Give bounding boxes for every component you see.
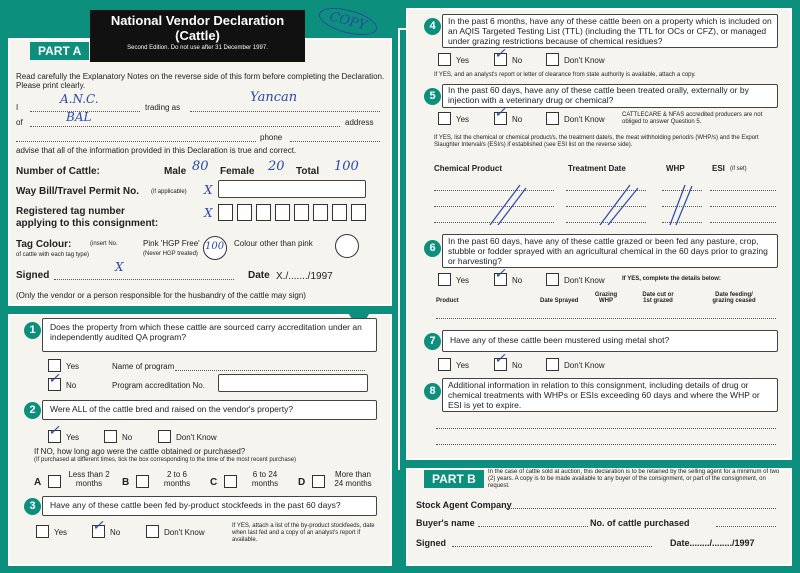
q3-no-label: No bbox=[110, 528, 121, 537]
q6-ifyes-text: If YES, complete the details below: bbox=[622, 276, 721, 282]
part-b-signed-line[interactable] bbox=[452, 546, 652, 547]
form-edition: Second Edition. Do not use after 31 December 1997. bbox=[127, 45, 268, 51]
form-subtitle: (Cattle) bbox=[175, 28, 220, 43]
q3-dk-label: Don't Know bbox=[164, 528, 205, 537]
tagcolour-note-1: (insert No. bbox=[90, 241, 118, 247]
intro-text: Read carefully the Explanatory Notes on the reverse side of this form before completing the Declaration. Please print clearly. bbox=[16, 72, 385, 91]
form-title: National Vendor Declaration bbox=[110, 13, 285, 28]
of-label: of bbox=[16, 118, 23, 127]
q8-number: 8 bbox=[424, 383, 441, 400]
tag-number-box[interactable] bbox=[332, 204, 347, 221]
q2-option-checkbox[interactable] bbox=[48, 475, 61, 488]
q2-option-label: More than 24 months bbox=[334, 470, 372, 489]
waybill-note: (if applicable) bbox=[151, 189, 187, 195]
cattle-purchased-line[interactable] bbox=[716, 526, 776, 527]
male-value: 80 bbox=[192, 159, 209, 174]
q6-dk-checkbox[interactable] bbox=[546, 273, 559, 286]
tag-number-box[interactable] bbox=[237, 204, 252, 221]
phone-label: phone bbox=[260, 133, 283, 142]
q6-text: In the past 60 days, have any of these cattle grazed or been fed any pasture, crop, stubble or fodder sprayed with an agricultural chemical in the 60 days prior to grazing or harvesting? bbox=[448, 236, 768, 266]
q7-dk-checkbox[interactable] bbox=[546, 358, 559, 371]
q1-program-name-line bbox=[175, 370, 365, 371]
q4-dk-checkbox[interactable] bbox=[546, 53, 559, 66]
q3-yes-label: Yes bbox=[54, 528, 68, 537]
i-label: I bbox=[16, 103, 19, 112]
tag-mark: X bbox=[204, 206, 213, 220]
waybill-field[interactable] bbox=[218, 180, 366, 198]
q1-number: 1 bbox=[24, 322, 41, 339]
tagcolour-note-2: of cattle with each tag type) bbox=[16, 252, 90, 258]
q1-text: Does the property from which these cattle are sourced carry accreditation under an independently audited QA program? bbox=[50, 322, 362, 342]
q1-program-no-label: Program accreditation No. bbox=[112, 381, 205, 390]
q3-ifyes-text: If YES, attach a list of the by-product stockfeeds, date when last fed and a copy of an analyst's report if available. bbox=[232, 523, 375, 543]
q7-no-label: No bbox=[512, 361, 523, 370]
buyer-line[interactable] bbox=[478, 526, 588, 527]
pink-value: 100 bbox=[205, 241, 225, 252]
date-label: Date bbox=[248, 270, 270, 281]
number-label: Number of Cattle: bbox=[16, 166, 100, 177]
tag-label-2: applying to this consignment: bbox=[16, 218, 159, 229]
date-value: X./......./1997 bbox=[276, 271, 333, 282]
q4-yes-label: Yes bbox=[456, 56, 470, 65]
tag-number-box[interactable] bbox=[351, 204, 366, 221]
copy-stamp: COPY bbox=[316, 3, 380, 41]
q4-yes-checkbox[interactable] bbox=[438, 53, 451, 66]
pink-label: Pink 'HGP Free' bbox=[143, 239, 200, 248]
buyer-label: Buyer's name bbox=[416, 518, 475, 528]
q2-option-label: Less than 2 months bbox=[68, 470, 110, 489]
q2-option-key: D bbox=[298, 477, 306, 488]
q2-ifno-note: (If purchased at different times, tick the box corresponding to the time of the most recent purchase) bbox=[34, 457, 297, 463]
q2-number: 2 bbox=[24, 402, 41, 419]
q5-table-line[interactable] bbox=[710, 190, 776, 191]
q1-no-label: No bbox=[66, 381, 77, 390]
q8-line-1[interactable] bbox=[436, 428, 776, 429]
address-label: address bbox=[345, 118, 374, 127]
q6-col-product: Product bbox=[436, 298, 459, 304]
q2-no-checkbox[interactable] bbox=[104, 430, 117, 443]
tag-number-box[interactable] bbox=[313, 204, 328, 221]
signed-line bbox=[54, 279, 234, 280]
tag-number-box[interactable] bbox=[256, 204, 271, 221]
signed-mark: X bbox=[115, 260, 124, 274]
q1-yes-label: Yes bbox=[66, 362, 80, 371]
q7-yes-checkbox[interactable] bbox=[438, 358, 451, 371]
q6-dk-label: Don't Know bbox=[564, 276, 605, 285]
q5-strike-marks bbox=[470, 180, 710, 230]
cattle-purchased-label: No. of cattle purchased bbox=[590, 518, 690, 528]
trading-line bbox=[190, 111, 380, 112]
q5-yes-label: Yes bbox=[456, 115, 470, 124]
of-value: BAL bbox=[66, 110, 92, 124]
q2-option-key: C bbox=[210, 477, 218, 488]
q5-text: In the past 60 days, have any of these cattle been treated orally, externally or by injection with a veterinary drug or chemical? bbox=[448, 85, 749, 105]
q5-dk-label: Don't Know bbox=[564, 115, 605, 124]
stock-agent-label: Stock Agent Company bbox=[416, 500, 512, 510]
part-b-signed-label: Signed bbox=[416, 538, 447, 548]
header-block bbox=[90, 10, 305, 62]
q4-no-label: No bbox=[512, 56, 523, 65]
q5-ifyes-text: If YES, list the chemical or chemical product/s, the treatment date/s, the meat withholding period/s (WHP/s) and the Export Slaughter Interval/s (ESI/s) if established (see ESI list on the reverse side). bbox=[434, 135, 759, 148]
tag-number-box[interactable] bbox=[275, 204, 290, 221]
trading-label: trading as bbox=[145, 103, 181, 112]
q1-program-no-field[interactable] bbox=[218, 374, 368, 392]
q3-no-tick-icon: ✓ bbox=[92, 517, 104, 533]
q6-col-cut: Date cut or 1st grazed bbox=[642, 292, 674, 304]
part-b-note: In the case of cattle sold at auction, this declaration is to be retained by the selling agent for a minimum of two (2) years. A copy is to be made available to any buyer of the consignment, or part of the consignment, on request. bbox=[488, 469, 780, 489]
total-value: 100 bbox=[334, 159, 359, 174]
q2-ifno-text: If NO, how long ago were the cattle obtained or purchased? bbox=[34, 447, 246, 456]
address-line-2 bbox=[16, 141, 256, 142]
q6-no-tick-icon: ✓ bbox=[494, 265, 506, 281]
q6-yes-label: Yes bbox=[456, 276, 470, 285]
pink-note: (Never HGP treated) bbox=[143, 251, 198, 257]
q1-program-name-label: Name of program bbox=[112, 362, 175, 371]
of-line bbox=[30, 126, 340, 127]
q2-option-key: B bbox=[122, 477, 130, 488]
q2-yes-tick-icon: ✓ bbox=[48, 422, 60, 438]
q3-dk-checkbox[interactable] bbox=[146, 525, 159, 538]
q7-yes-label: Yes bbox=[456, 361, 470, 370]
q2-option-label: 2 to 6 months bbox=[163, 470, 191, 489]
q2-option-label: 6 to 24 months bbox=[251, 470, 279, 489]
q2-dk-checkbox[interactable] bbox=[158, 430, 171, 443]
signed-label: Signed bbox=[16, 270, 50, 281]
q2-dk-label: Don't Know bbox=[176, 433, 217, 442]
q2-yes-label: Yes bbox=[66, 433, 80, 442]
waybill-label: Way Bill/Travel Permit No. bbox=[16, 186, 140, 197]
q7-no-tick-icon: ✓ bbox=[494, 350, 506, 366]
tagcolour-label: Tag Colour: bbox=[16, 239, 72, 250]
q6-number: 6 bbox=[424, 240, 441, 257]
q6-no-label: No bbox=[512, 276, 523, 285]
signer-note: (Only the vendor or a person responsible for the husbandry of the cattle may sign) bbox=[16, 291, 306, 300]
connector-line bbox=[398, 30, 400, 470]
q5-col-chemical: Chemical Product bbox=[434, 164, 503, 173]
q7-dk-label: Don't Know bbox=[564, 361, 605, 370]
waybill-mark: X bbox=[204, 183, 213, 197]
q5-table-line[interactable] bbox=[710, 222, 776, 223]
q5-col-date: Treatment Date bbox=[568, 164, 626, 173]
q5-dk-checkbox[interactable] bbox=[546, 112, 559, 125]
q4-dk-label: Don't Know bbox=[564, 56, 605, 65]
stock-agent-line[interactable] bbox=[506, 508, 776, 509]
q3-yes-checkbox[interactable] bbox=[36, 525, 49, 538]
q6-col-sprayed: Date Sprayed bbox=[540, 298, 579, 304]
other-colour-circle[interactable] bbox=[335, 234, 359, 258]
name-value: A.N.C. bbox=[60, 92, 99, 106]
q5-cattlecare-note: CATTLECARE & NFAS accredited producers are not obliged to answer Question 5. bbox=[622, 112, 763, 125]
q5-number: 5 bbox=[424, 88, 441, 105]
q4-ifyes-text: If YES, and an analyst's report or letter of clearance from state authority is available, attach a copy. bbox=[434, 72, 696, 78]
q2-option-checkbox[interactable] bbox=[224, 475, 237, 488]
q6-col-whp: Grazing WHP bbox=[594, 292, 618, 304]
q5-col-whp: WHP bbox=[666, 164, 685, 173]
part-b-label: PART B bbox=[424, 470, 484, 488]
q4-no-tick-icon: ✓ bbox=[494, 45, 506, 61]
female-label: Female bbox=[220, 166, 255, 177]
female-value: 20 bbox=[268, 159, 285, 174]
advise-text: advise that all of the information provided in this Declaration is true and correct. bbox=[16, 146, 297, 155]
q6-line[interactable] bbox=[436, 318, 776, 319]
q2-option-key: A bbox=[34, 477, 42, 488]
q7-number: 7 bbox=[424, 333, 441, 350]
total-label: Total bbox=[296, 166, 320, 177]
q2-text: Were ALL of the cattle bred and raised on the vendor's property? bbox=[50, 404, 294, 414]
q5-no-label: No bbox=[512, 115, 523, 124]
q1-no-tick-icon: ✓ bbox=[48, 370, 60, 386]
tag-number-box[interactable] bbox=[218, 204, 233, 221]
q7-text: Have any of these cattle been mustered using metal shot? bbox=[450, 335, 670, 345]
q8-text: Additional information in relation to this consignment, including details of drug or chemical treatments with WHPs or ESIs exceeding 60 days and where the WHP or ESI is yet to expire. bbox=[448, 380, 760, 410]
q4-text: In the past 6 months, have any of these cattle been on a property which is included on an AQIS Targeted Testing List (TTL) (including the TTL for OCs or CFZ), or managed under grazing restrictions because of chemical residues? bbox=[448, 16, 772, 46]
q8-line-2[interactable] bbox=[436, 444, 776, 445]
phone-line bbox=[290, 141, 380, 142]
male-label: Male bbox=[164, 166, 187, 177]
trading-value: Yancan bbox=[250, 90, 298, 105]
q5-esi-note: (if set) bbox=[730, 166, 747, 172]
q5-col-esi: ESI bbox=[712, 164, 725, 173]
q2-option-checkbox[interactable] bbox=[312, 475, 325, 488]
q5-table-line[interactable] bbox=[710, 206, 776, 207]
q5-yes-checkbox[interactable] bbox=[438, 112, 451, 125]
part-a-label: PART A bbox=[30, 42, 89, 60]
tag-label-1: Registered tag number bbox=[16, 206, 125, 217]
q6-yes-checkbox[interactable] bbox=[438, 273, 451, 286]
right-arrow-icon bbox=[398, 28, 406, 30]
q3-text: Have any of these cattle been fed by-product stockfeeds in the past 60 days? bbox=[50, 500, 341, 510]
q3-number: 3 bbox=[24, 498, 41, 515]
part-b-date-label: Date......../......../1997 bbox=[670, 538, 755, 548]
other-colour-label: Colour other than pink bbox=[234, 239, 313, 248]
q6-col-ceased: Date feeding/ grazing ceased bbox=[712, 292, 756, 304]
q4-number: 4 bbox=[424, 18, 441, 35]
q5-no-tick-icon: ✓ bbox=[494, 104, 506, 120]
q2-option-checkbox[interactable] bbox=[136, 475, 149, 488]
q2-no-label: No bbox=[122, 433, 133, 442]
tag-number-box[interactable] bbox=[294, 204, 309, 221]
